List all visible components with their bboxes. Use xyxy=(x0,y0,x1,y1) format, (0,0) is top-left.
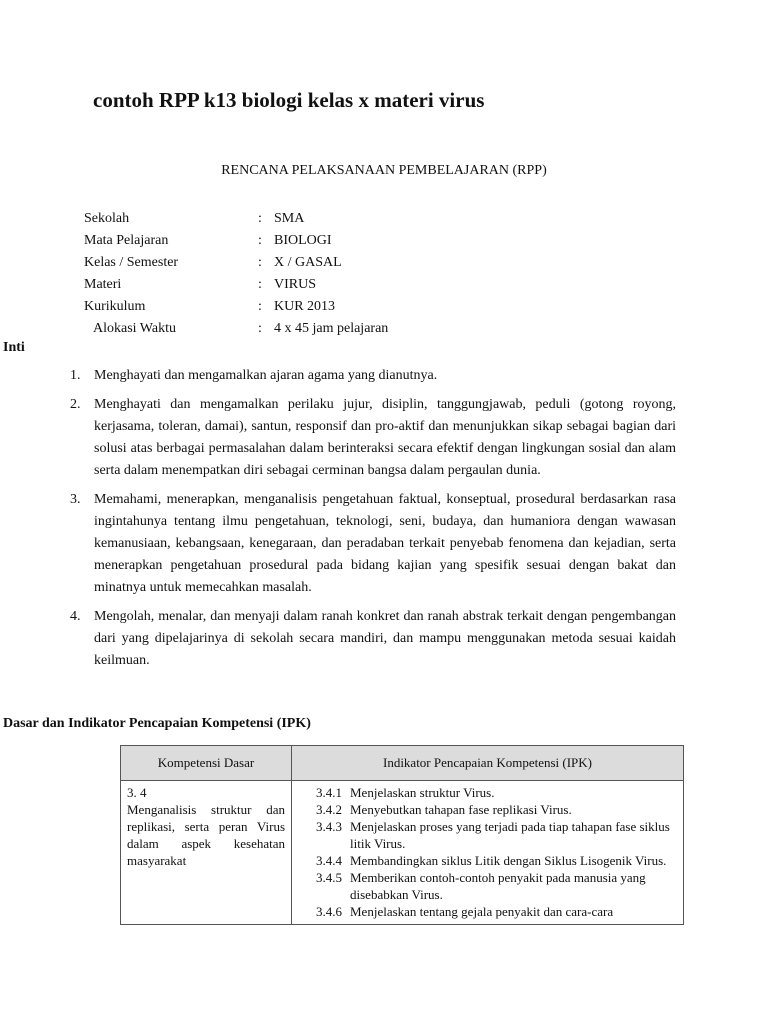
info-colon: : xyxy=(258,299,262,314)
indicator-number: 3.4.2 xyxy=(316,802,342,817)
indicator-text: Menjelaskan tentang gejala penyakit dan cara-cara xyxy=(350,904,614,919)
info-row-kurikulum xyxy=(84,296,388,318)
info-label: Kelas / Semester xyxy=(84,255,179,270)
info-colon: : xyxy=(258,277,262,292)
section-heading-inti: Inti xyxy=(3,340,25,355)
list-item-text: Menghayati dan mengamalkan ajaran agama yang dianutnya. xyxy=(94,368,438,383)
info-value: VIRUS xyxy=(274,277,317,292)
identity-block xyxy=(84,208,388,340)
info-row-mata-pelajaran xyxy=(84,230,388,252)
info-value: BIOLOGI xyxy=(274,233,332,248)
list-item-number: 2. xyxy=(70,397,81,412)
info-label: Materi xyxy=(84,277,122,292)
indicator-text: Menjelaskan proses yang terjadi pada tiap tahapan fase siklus litik Virus. xyxy=(350,819,670,851)
kd-description: Menganalisis struktur dan replikasi, serta peran Virus dalam aspek kesehatan masyarakat xyxy=(127,802,285,868)
info-colon: : xyxy=(258,255,262,270)
info-label: Sekolah xyxy=(84,211,130,226)
list-item-text: Menghayati dan mengamalkan perilaku jujur, disiplin, tanggungjawab, peduli (gotong royong, kerjasama, toleran, damai), santun, responsif dan pro-aktif dan menunjukkan sikap sebagai bagian dari solusi atas berbagai permasalahan dalam berinteraksi secara efektif dengan lingkungan sosial dan alam serta dalam menempatkan diri sebagai cerminan bangsa dalam pergaulan dunia. xyxy=(94,397,676,478)
indicator-number: 3.4.6 xyxy=(316,904,342,919)
info-row-materi xyxy=(84,274,388,296)
indicator-text: Menjelaskan struktur Virus. xyxy=(350,785,495,800)
table-row xyxy=(121,781,684,925)
info-colon: : xyxy=(258,211,262,226)
indicator-number: 3.4.3 xyxy=(316,819,342,834)
indicator-item xyxy=(298,852,677,869)
indicator-text: Menyebutkan tahapan fase replikasi Virus. xyxy=(350,802,572,817)
indicator-number: 3.4.4 xyxy=(316,853,342,868)
table-header-row xyxy=(121,746,684,781)
list-item xyxy=(70,606,676,672)
info-colon: : xyxy=(258,233,262,248)
list-item-number: 3. xyxy=(70,492,81,507)
list-item-text: Mengolah, menalar, dan menyaji dalam ranah konkret dan ranah abstrak terkait dengan pengembangan dari yang dipelajarinya di sekolah secara mandiri, dan mampu menggunakan metoda sesuai kaidah keilmuan. xyxy=(94,609,676,668)
kd-ipk-table xyxy=(120,745,684,925)
table-header-ipk: Indikator Pencapaian Kompetensi (IPK) xyxy=(292,746,684,781)
indicator-text: Membandingkan siklus Litik dengan Siklus Lisogenik Virus. xyxy=(350,853,667,868)
info-value: X / GASAL xyxy=(274,255,342,270)
list-item xyxy=(70,489,676,599)
info-label: Alokasi Waktu xyxy=(93,321,176,336)
indicator-item xyxy=(298,801,677,818)
list-item-text: Memahami, menerapkan, menganalisis pengetahuan faktual, konseptual, prosedural berdasarkan rasa ingintahunya tentang ilmu pengetahuan, teknologi, seni, budaya, dan humaniora dengan wawasan kemanusiaan, kebangsaan, kenegaraan, dan peradaban terkait penyebab fenomena dan kejadian, serta menerapkan pengetahuan prosedural pada bidang kajian yang spesifik sesuai dengan bakat dan minatnya untuk memecahkan masalah. xyxy=(94,492,676,595)
indicator-text: Memberikan contoh-contoh penyakit pada manusia yang disebabkan Virus. xyxy=(350,870,646,902)
info-row-kelas-semester xyxy=(84,252,388,274)
list-item xyxy=(70,394,676,482)
list-item-number: 1. xyxy=(70,368,81,383)
info-value: SMA xyxy=(274,211,305,226)
info-value: 4 x 45 jam pelajaran xyxy=(274,321,389,336)
section-heading-kd-ipk: Dasar dan Indikator Pencapaian Kompetensi (IPK) xyxy=(3,716,311,731)
indicator-item xyxy=(298,903,677,920)
info-label: Mata Pelajaran xyxy=(84,233,169,248)
info-row-sekolah xyxy=(84,208,388,230)
document-subtitle: RENCANA PELAKSANAAN PEMBELAJARAN (RPP) xyxy=(221,163,547,178)
info-label: Kurikulum xyxy=(84,299,146,314)
info-colon: : xyxy=(258,321,262,336)
kd-number: 3. 4 xyxy=(127,785,147,800)
kd-cell xyxy=(121,781,292,925)
document-title: contoh RPP k13 biologi kelas x materi virus xyxy=(93,88,485,112)
indicator-item xyxy=(298,818,677,852)
list-item xyxy=(70,365,676,387)
ipk-cell xyxy=(292,781,684,925)
table-header-kd: Kompetensi Dasar xyxy=(121,746,292,781)
indicator-number: 3.4.1 xyxy=(316,785,342,800)
indicator-item xyxy=(298,784,677,801)
indicator-number: 3.4.5 xyxy=(316,870,342,885)
info-value: KUR 2013 xyxy=(274,299,336,314)
indicator-item xyxy=(298,869,677,903)
list-item-number: 4. xyxy=(70,609,81,624)
kompetensi-inti-list xyxy=(70,365,676,679)
info-row-alokasi-waktu xyxy=(84,318,388,340)
